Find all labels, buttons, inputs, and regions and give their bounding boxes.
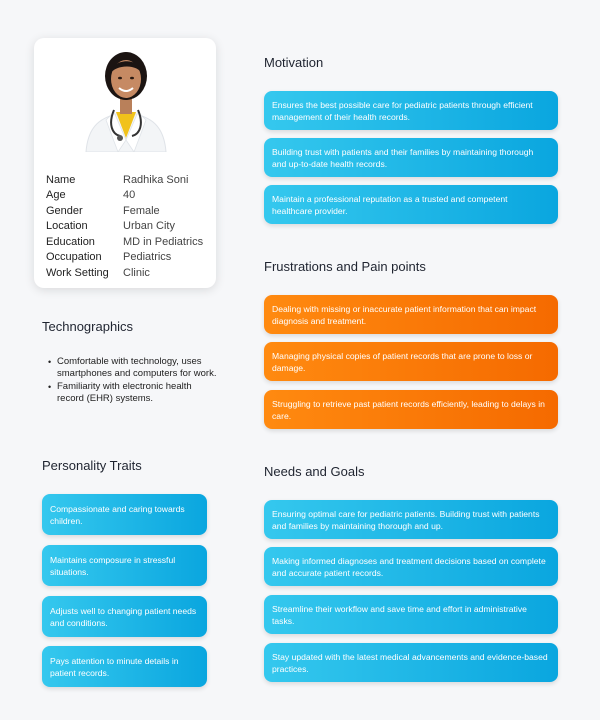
technographics-title: Technographics (42, 319, 134, 334)
needs-item: Stay updated with the latest medical advancements and evidence-based practices. (264, 643, 558, 682)
doctor-portrait-icon (80, 46, 172, 152)
field-value: Urban City (123, 220, 175, 233)
profile-row-age (46, 188, 214, 204)
motivation-item: Building trust with patients and their families by maintaining thorough and up-to-date health records. (264, 138, 558, 177)
field-value: Clinic (123, 266, 150, 279)
list-item: • Familiarity with electronic health record (EHR) systems. (48, 381, 218, 405)
field-label: Gender (46, 204, 83, 217)
field-label: Name (46, 173, 76, 186)
profile-row-location (46, 219, 214, 235)
frustrations-title: Frustrations and Pain points (264, 259, 426, 274)
field-label: Education (46, 235, 95, 248)
profile-row-name (46, 172, 214, 188)
personality-item: Adjusts well to changing patient needs and conditions. (42, 596, 207, 637)
field-value: Radhika Soni (123, 173, 189, 186)
profile-card (34, 38, 216, 288)
field-label: Age (46, 189, 66, 202)
personality-title: Personality Traits (42, 458, 142, 473)
field-label: Location (46, 220, 88, 233)
profile-row-gender (46, 203, 214, 219)
field-label: Work Setting (46, 266, 109, 279)
frustration-item: Dealing with missing or inaccurate patient information that can impact diagnosis and treatment. (264, 295, 558, 334)
profile-info-table (46, 172, 214, 281)
motivation-title: Motivation (264, 55, 324, 70)
needs-item: Ensuring optimal care for pediatric patients. Building trust with patients and families by maintaining thorough and up. (264, 500, 558, 539)
field-value: Female (123, 204, 160, 217)
technographics-list (48, 356, 218, 406)
profile-row-occupation (46, 250, 214, 266)
frustration-item: Managing physical copies of patient records that are prone to loss or damage. (264, 342, 558, 381)
personality-item: Pays attention to minute details in patient records. (42, 646, 207, 687)
needs-item: Streamline their workflow and save time and effort in administrative tasks. (264, 595, 558, 634)
profile-row-work-setting (46, 265, 214, 281)
profile-row-education (46, 234, 214, 250)
field-label: Occupation (46, 251, 102, 264)
motivation-item: Ensures the best possible care for pediatric patients through efficient management of their health records. (264, 91, 558, 130)
personality-item: Compassionate and caring towards children. (42, 494, 207, 535)
avatar (80, 46, 172, 152)
field-value: 40 (123, 189, 136, 202)
field-value: Pediatrics (123, 251, 172, 264)
personality-item: Maintains composure in stressful situations. (42, 545, 207, 586)
motivation-item: Maintain a professional reputation as a trusted and competent healthcare provider. (264, 185, 558, 224)
needs-item: Making informed diagnoses and treatment decisions based on complete and accurate patient records. (264, 547, 558, 586)
field-value: MD in Pediatrics (123, 235, 204, 248)
frustration-item: Struggling to retrieve past patient records efficiently, leading to delays in care. (264, 390, 558, 429)
list-item: • Comfortable with technology, uses smartphones and computers for work. (48, 356, 218, 380)
needs-title: Needs and Goals (264, 464, 365, 479)
